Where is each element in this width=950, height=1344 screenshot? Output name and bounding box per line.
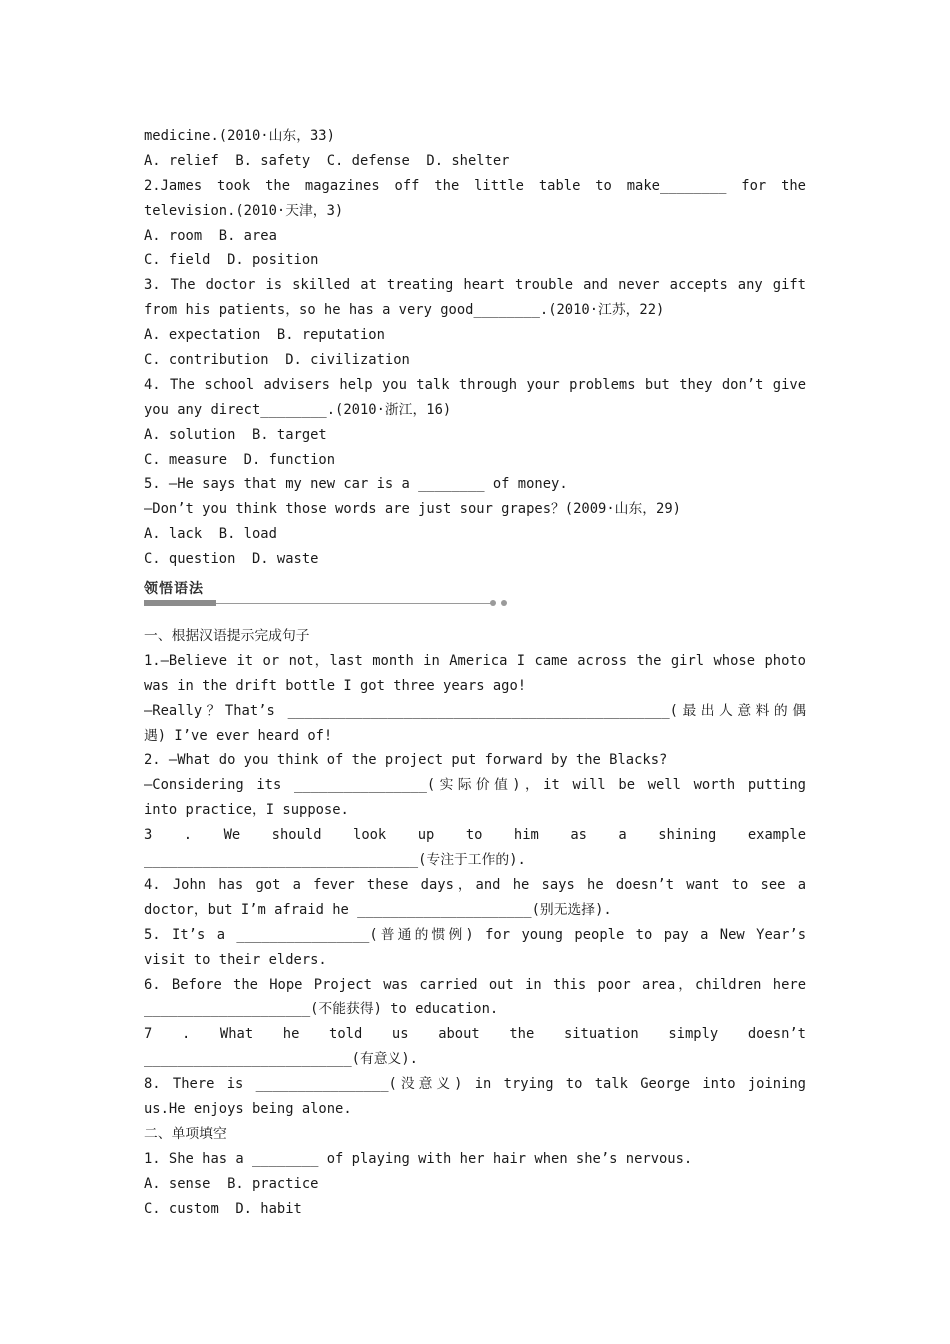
dot-icon — [490, 600, 496, 606]
text-line: doctor，but I’m afraid he _____________________(别无选择). — [144, 901, 612, 918]
dot-icon — [501, 600, 507, 606]
text-line: —Don’t you think those words are just sour grapes？(2009·山东，29) — [144, 501, 681, 518]
answer-options: A. solution B. target — [144, 426, 327, 443]
answer-options: A. sense B. practice — [144, 1175, 319, 1192]
sentence-1: 1.—Believe it or not，last month in America I came across the girl whose photo — [144, 652, 806, 669]
answer-options: C. custom D. habit — [144, 1200, 302, 1217]
answer-options: C. question D. waste — [144, 551, 319, 568]
text-line: 遇) I’ve ever heard of! — [144, 727, 333, 744]
text-line: visit to their elders. — [144, 951, 327, 968]
text-line: —Really？That’s ______________________________________________(最出人意料的偶 — [144, 702, 806, 719]
sentence-4: 4. John has got a fever these days，and he says he doesn’t want to see a — [144, 876, 806, 893]
question-2: 2.James took the magazines off the little table to make________ for the — [144, 177, 806, 194]
exercise-block-grammar — [144, 624, 806, 1221]
text-line: medicine.(2010·山东，33) — [144, 128, 335, 144]
text-line: _________________________(有意义). — [144, 1051, 418, 1068]
section-title: 领悟语法 — [144, 581, 204, 598]
part-heading: 二、单项填空 — [144, 1125, 227, 1142]
part-heading: 一、根据汉语提示完成句子 — [144, 628, 310, 645]
text-line: from his patients，so he has a very good________.(2010·江苏，22) — [144, 302, 665, 319]
question-5: 5. —He says that my new car is a ________ of money. — [144, 476, 568, 493]
text-line: you any direct________.(2010·浙江，16) — [144, 401, 452, 418]
answer-options: C. contribution D. civilization — [144, 352, 410, 369]
section-bar — [144, 600, 216, 606]
answer-options: C. field D. position — [144, 252, 319, 269]
sentence-6: 6. Before the Hope Project was carried out in this poor area，children here — [144, 976, 806, 993]
text-line: into practice，I suppose. — [144, 802, 349, 819]
text-line: was in the drift bottle I got three years ago! — [144, 677, 527, 694]
sentence-2: 2. —What do you think of the project put forward by the Blacks? — [144, 752, 668, 769]
section-rule — [216, 603, 492, 604]
text-line: television.(2010·天津，3) — [144, 202, 344, 219]
sentence-7: 7 . What he told us about the situation simply doesn’t — [144, 1026, 806, 1043]
answer-options: A. relief B. safety C. defense D. shelter — [144, 152, 510, 169]
question-4: 4. The school advisers help you talk through your problems but they don’t give — [144, 376, 806, 393]
document-page — [144, 124, 806, 1221]
answer-options: C. measure D. function — [144, 451, 336, 468]
sentence-5: 5. It’s a ________________(普通的惯例) for young people to pay a New Year’s — [144, 926, 806, 943]
answer-options: A. room B. area — [144, 227, 277, 244]
section-header — [144, 572, 806, 624]
exercise-block-vocabulary — [144, 124, 806, 572]
text-line: us.He enjoys being alone. — [144, 1100, 352, 1117]
question-1: 1. She has a ________ of playing with her hair when she’s nervous. — [144, 1150, 693, 1167]
text-line: —Considering its ________________(实际价值)，it will be well worth putting — [144, 777, 806, 794]
text-line: ____________________(不能获得) to education. — [144, 1001, 499, 1018]
text-line: _________________________________(专注于工作的). — [144, 852, 526, 869]
sentence-3: 3 . We should look up to him as a shining example — [144, 827, 806, 844]
answer-options: A. expectation B. reputation — [144, 327, 385, 344]
question-3: 3. The doctor is skilled at treating heart trouble and never accepts any gift — [144, 277, 806, 294]
answer-options: A. lack B. load — [144, 526, 277, 543]
sentence-8: 8. There is ________________(没意义) in trying to talk George into joining — [144, 1076, 806, 1093]
